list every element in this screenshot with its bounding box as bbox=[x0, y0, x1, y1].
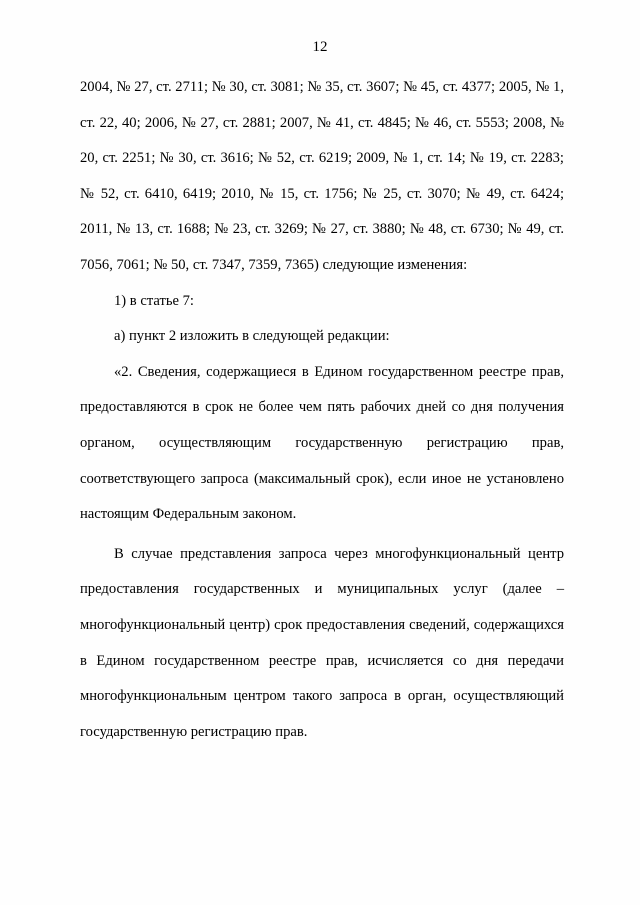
paragraph-mfc-request: В случае представления запроса через многофункциональный центр предоставления государственных и муниципальных услуг (далее – многофункциональный центр) срок предоставления сведений, содержащихся в Едином государственном реестре прав, исчисляется со дня передачи многофункциональным центром такого запроса в орган, осуществляющий государственную регистрацию прав. bbox=[80, 545, 564, 740]
paragraph-article-7: 1) в статье 7: bbox=[114, 292, 194, 309]
paragraph-new-point-2: «2. Сведения, содержащиеся в Едином государственном реестре прав, предоставляются в срок не более чем пять рабочих дней со дня получения органом, осуществляющим государственную регистрацию прав, соответствующего запроса (максимальный срок), если иное не установлено настоящим Федеральным законом. bbox=[80, 363, 564, 523]
paragraph-point-2-instruction: а) пункт 2 изложить в следующей редакции: bbox=[114, 328, 390, 345]
document-body bbox=[80, 70, 564, 750]
page-number: 12 bbox=[312, 39, 328, 55]
paragraph-amendment-sources: 2004, № 27, ст. 2711; № 30, ст. 3081; № 35, ст. 3607; № 45, ст. 4377; 2005, № 1, ст. 22, 40; 2006, № 27, ст. 2881; 2007, № 41, ст. 4845; № 46, ст. 5553; 2008, № 20, ст. 2251; № 30, ст. 3616; № 52, ст. 6219; 2009, № 1, ст. 14; № 19, ст. 2283; № 52, ст. 6410, 6419; 2010, № 15, ст. 1756; № 25, ст. 3070; № 49, ст. 6424; 2011, № 13, ст. 1688; № 23, ст. 3269; № 27, ст. 3880; № 48, ст. 6730; № 49, ст. 7056, 7061; № 50, ст. 7347, 7359, 7365) следующие изменения: bbox=[80, 79, 564, 273]
